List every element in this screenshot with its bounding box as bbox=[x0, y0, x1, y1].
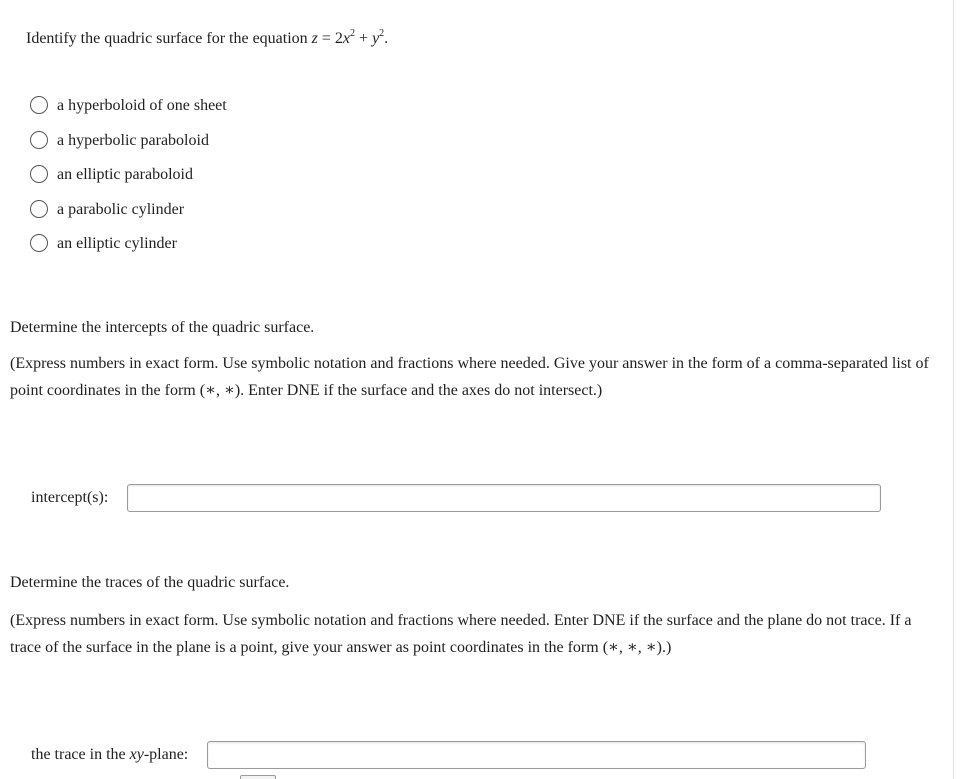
radio-button[interactable] bbox=[30, 131, 48, 149]
option-hyperbolic-paraboloid[interactable] bbox=[30, 124, 227, 159]
intercepts-field-row bbox=[31, 484, 881, 512]
option-label: an elliptic paraboloid bbox=[57, 166, 193, 184]
equation-equals: = 2 bbox=[317, 30, 343, 47]
intercepts-heading: Determine the intercepts of the quadric surface. bbox=[10, 319, 315, 336]
trace-xy-label bbox=[31, 746, 188, 764]
radio-button[interactable] bbox=[30, 165, 48, 183]
instructions-text-end: .) bbox=[661, 638, 672, 656]
label-plane: xy bbox=[129, 746, 144, 763]
question-prompt bbox=[26, 30, 388, 48]
equation-x: x bbox=[342, 30, 351, 47]
equation-plus: + bbox=[355, 30, 373, 47]
option-elliptic-paraboloid[interactable] bbox=[30, 158, 227, 193]
equation-y: y bbox=[372, 30, 380, 47]
form-notation: (∗, ∗, ∗) bbox=[602, 638, 662, 656]
right-border bbox=[953, 0, 954, 779]
equation-z: z bbox=[311, 30, 318, 47]
traces-heading: Determine the traces of the quadric surface. bbox=[10, 574, 290, 591]
radio-button[interactable] bbox=[30, 96, 48, 114]
trace-xy-field-row bbox=[31, 741, 866, 769]
option-label: a hyperbolic paraboloid bbox=[57, 131, 209, 149]
instructions-text: (Express numbers in exact form. Use symbolic notation and fractions where needed. Give your answer in the form of a comma-separated list of point coordinates in the form bbox=[10, 355, 929, 399]
radio-button[interactable] bbox=[30, 234, 48, 252]
prompt-text: Identify the quadric surface for the equation bbox=[26, 30, 312, 47]
option-hyperboloid-one-sheet[interactable] bbox=[30, 89, 227, 124]
equation-period: . bbox=[384, 30, 389, 47]
trace-xy-input[interactable] bbox=[207, 741, 866, 769]
answer-options bbox=[30, 89, 227, 262]
toolbar-tab[interactable] bbox=[240, 775, 276, 779]
intercepts-instructions bbox=[10, 351, 940, 404]
option-parabolic-cylinder[interactable] bbox=[30, 193, 227, 228]
option-label: a hyperboloid of one sheet bbox=[57, 97, 227, 115]
instructions-text: (Express numbers in exact form. Use symbolic notation and fractions where needed. Enter DNE if the surface and the plane do not trace. If a trace of the surface in the plane is a point, give your answer as point coordinates in the form bbox=[10, 612, 912, 656]
label-suffix: -plane: bbox=[143, 746, 189, 763]
equation-exponent-y: 2 bbox=[379, 28, 385, 39]
form-notation: (∗, ∗) bbox=[199, 381, 241, 399]
option-label: a parabolic cylinder bbox=[57, 200, 185, 218]
option-elliptic-cylinder[interactable] bbox=[30, 227, 227, 262]
equation-exponent-x: 2 bbox=[350, 28, 356, 39]
instructions-text-end: . Enter DNE if the surface and the axes do not intersect.) bbox=[240, 381, 603, 399]
traces-instructions bbox=[10, 608, 940, 661]
intercepts-label: intercept(s): bbox=[31, 489, 109, 506]
intercepts-input[interactable] bbox=[127, 484, 881, 512]
radio-button[interactable] bbox=[30, 200, 48, 218]
option-label: an elliptic cylinder bbox=[57, 235, 177, 253]
label-prefix: the trace in the bbox=[31, 746, 130, 763]
